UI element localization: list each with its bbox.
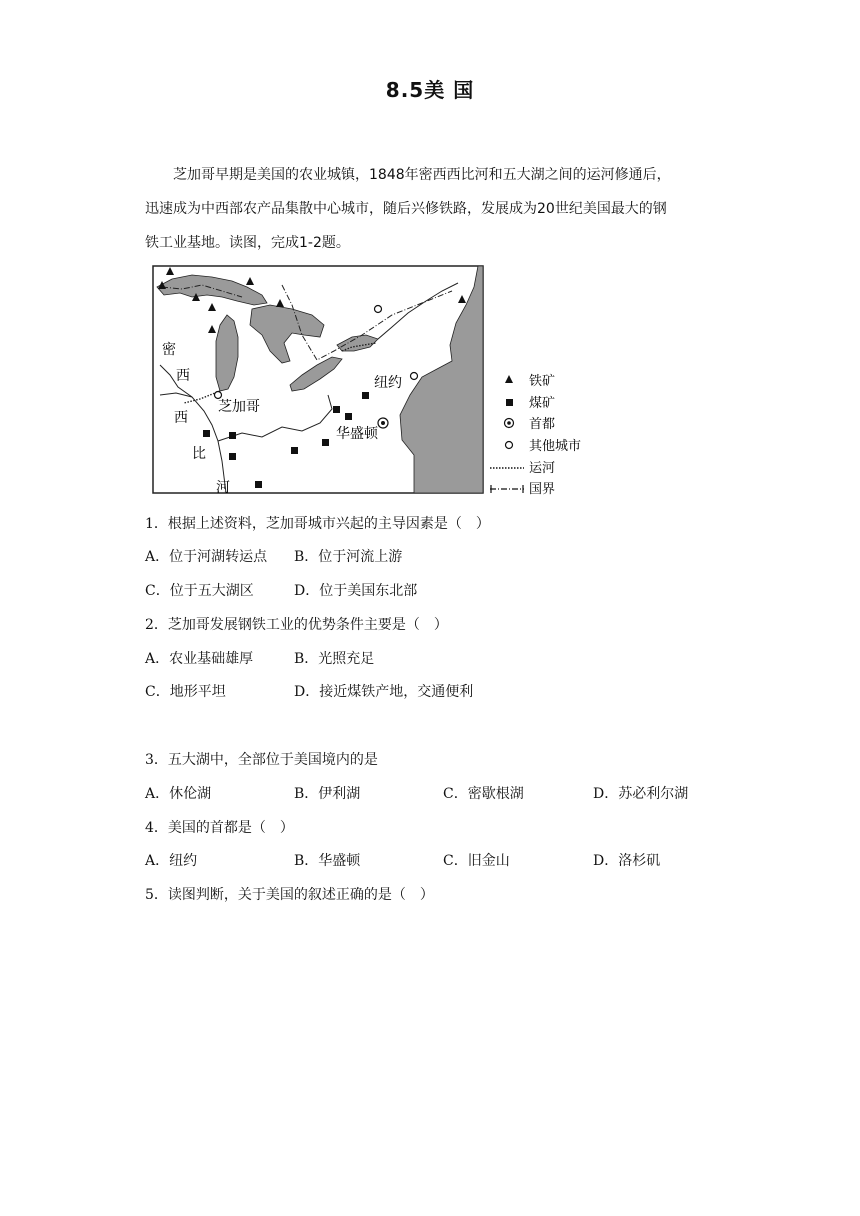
river-label: 河 (216, 480, 230, 495)
question-4-option-a[interactable]: A．纽约 (145, 853, 198, 869)
question-3-option-c[interactable]: C．密歇根湖 (443, 786, 524, 802)
question-2-option-c[interactable]: C．地形平坦 (145, 684, 226, 700)
question-3-option-a[interactable]: A．休伦湖 (145, 786, 212, 802)
coal-mine-marker (362, 392, 369, 399)
question-4-option-b[interactable]: B．华盛顿 (294, 853, 361, 869)
legend-iron-label: 铁矿 (529, 374, 556, 389)
intro-paragraph (145, 158, 725, 260)
legend-canal-label: 运河 (529, 461, 556, 476)
chicago-city-marker (215, 392, 222, 399)
question-1-option-c[interactable]: C．位于五大湖区 (145, 583, 254, 599)
river-label: 西 (174, 410, 188, 426)
coal-mine-marker (229, 453, 236, 460)
legend-city-symbol (506, 442, 513, 449)
coal-mine-marker (229, 432, 236, 439)
legend-city-label: 其他城市 (529, 439, 582, 454)
coal-mine-marker (203, 430, 210, 437)
newyork-label: 纽约 (374, 375, 402, 391)
river-label: 比 (192, 446, 206, 462)
newyork-city-marker (411, 373, 418, 380)
page-title: 8.5美 国 (385, 78, 475, 102)
coal-mine-marker (345, 413, 352, 420)
question-5-stem: 5．读图判断，关于美国的叙述正确的是（ ） (145, 887, 434, 903)
question-2-option-a[interactable]: A．农业基础雄厚 (145, 651, 254, 667)
question-2-option-b[interactable]: B．光照充足 (294, 651, 375, 667)
montreal-city-marker (375, 306, 382, 313)
legend-coal-symbol (506, 399, 513, 406)
question-4-stem: 4．美国的首都是（ ） (145, 820, 294, 836)
legend-capital-label: 首都 (529, 417, 556, 432)
washington-capital-marker-dot (381, 421, 385, 425)
question-4-option-c[interactable]: C．旧金山 (443, 853, 510, 869)
intro-line: 迅速成为中西部农产品集散中心城市，随后兴修铁路，发展成为20世纪美国最大的钢 (145, 201, 667, 217)
washington-label: 华盛顿 (336, 426, 378, 442)
intro-line-1: 芝加哥早期是美国的农业城镇，1848年密西西比河和五大湖之间的运河修通后， (173, 167, 671, 183)
legend-coal-label: 煤矿 (529, 396, 556, 411)
question-3-option-b[interactable]: B．伊利湖 (294, 786, 361, 802)
great-lakes-map (152, 265, 592, 495)
coal-mine-marker (333, 406, 340, 413)
chicago-label: 芝加哥 (218, 399, 260, 415)
intro-line (145, 158, 725, 192)
legend-iron-symbol (505, 375, 513, 383)
question-2-option-d[interactable]: D．接近煤铁产地，交通便利 (294, 684, 474, 700)
question-4-option-d[interactable]: D．洛杉矶 (593, 853, 661, 869)
coal-mine-marker (255, 481, 262, 488)
question-3-stem: 3．五大湖中，全部位于美国境内的是 (145, 752, 378, 768)
question-3-option-d[interactable]: D．苏必利尔湖 (593, 786, 689, 802)
legend-border-label: 国界 (529, 482, 556, 495)
question-1-option-a[interactable]: A．位于河湖转运点 (145, 549, 268, 565)
question-1-option-b[interactable]: B．位于河流上游 (294, 549, 403, 565)
river-label: 密 (162, 342, 176, 358)
map-legend (490, 373, 581, 495)
river-label: 西 (176, 368, 190, 384)
coal-mine-marker (291, 447, 298, 454)
question-2-stem: 2．芝加哥发展钢铁工业的优势条件主要是（ ） (145, 617, 448, 633)
coal-mine-marker (322, 439, 329, 446)
question-1-option-d[interactable]: D．位于美国东北部 (294, 583, 418, 599)
question-1-stem: 1．根据上述资料，芝加哥城市兴起的主导因素是（ ） (145, 516, 490, 532)
intro-line: 铁工业基地。读图，完成1-2题。 (145, 235, 350, 251)
